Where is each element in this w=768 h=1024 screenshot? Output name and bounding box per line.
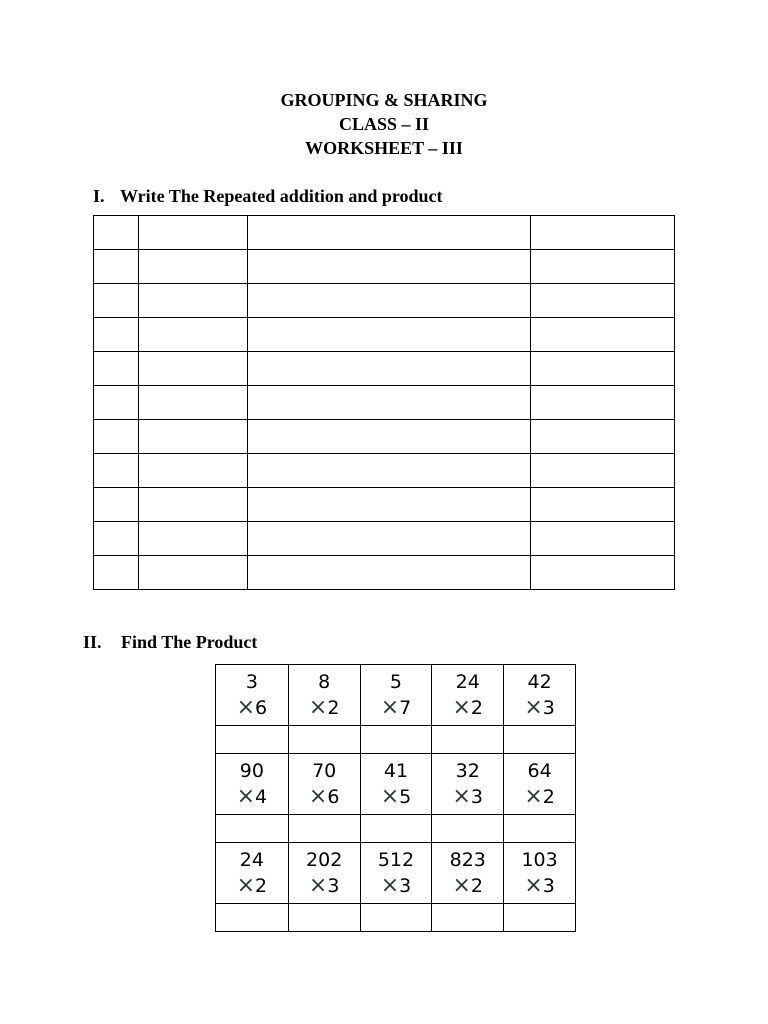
multiplicand: 512 xyxy=(377,849,415,871)
multiplier: 6 xyxy=(327,786,340,808)
answer-cell[interactable] xyxy=(94,488,139,522)
table-row xyxy=(94,386,675,420)
worksheet-number: WORKSHEET – III xyxy=(305,138,463,158)
multiplicand: 24 xyxy=(239,849,264,871)
answer-cell[interactable] xyxy=(247,454,531,488)
answer-cell[interactable] xyxy=(432,904,504,932)
multiplier: 2 xyxy=(470,875,484,897)
multiply-icon: × xyxy=(236,784,256,809)
multiply-icon: × xyxy=(236,695,256,720)
section-2-number: II. xyxy=(83,632,102,652)
answer-cell[interactable] xyxy=(531,216,675,250)
answer-cell[interactable] xyxy=(531,454,675,488)
multiplicand: 64 xyxy=(527,760,552,782)
answer-cell[interactable] xyxy=(94,556,139,590)
table-row xyxy=(94,420,675,454)
answer-cell[interactable] xyxy=(531,250,675,284)
answer-cell[interactable] xyxy=(94,284,139,318)
answer-cell[interactable] xyxy=(247,216,531,250)
multiplier-line xyxy=(289,872,360,900)
multiplier: 3 xyxy=(327,875,340,897)
answer-cell[interactable] xyxy=(216,726,289,754)
problem-cell xyxy=(216,665,289,726)
multiply-icon: × xyxy=(308,873,328,898)
multiply-icon: × xyxy=(524,784,543,809)
problem-cell xyxy=(504,843,576,904)
multiplier-line xyxy=(504,783,575,811)
multiply-icon: × xyxy=(452,873,471,898)
multiplicand: 42 xyxy=(527,671,552,693)
answer-cell[interactable] xyxy=(504,904,576,932)
multiplier: 3 xyxy=(399,875,412,897)
multiplier: 7 xyxy=(399,697,412,719)
answer-cell[interactable] xyxy=(247,488,531,522)
multiplicand: 8 xyxy=(318,671,331,693)
multiplier-line xyxy=(216,783,288,811)
answer-cell[interactable] xyxy=(138,284,247,318)
answer-cell[interactable] xyxy=(94,318,139,352)
answer-cell[interactable] xyxy=(216,815,289,843)
answer-cell[interactable] xyxy=(531,420,675,454)
answer-cell[interactable] xyxy=(531,318,675,352)
table-row xyxy=(94,488,675,522)
problem-cell xyxy=(288,754,360,815)
answer-cell[interactable] xyxy=(138,352,247,386)
problem-cell xyxy=(432,665,504,726)
answer-cell[interactable] xyxy=(531,522,675,556)
multiplier: 2 xyxy=(327,697,340,719)
multiplicand: 32 xyxy=(455,760,480,782)
multiplier: 2 xyxy=(470,697,484,719)
multiplier-line xyxy=(432,872,503,900)
worksheet-title: GROUPING & SHARING xyxy=(280,90,488,110)
answer-cell[interactable] xyxy=(247,386,531,420)
multiplier: 5 xyxy=(399,786,412,808)
answer-cell[interactable] xyxy=(360,815,432,843)
multiplier: 2 xyxy=(255,875,268,897)
answer-cell[interactable] xyxy=(94,250,139,284)
multiply-icon: × xyxy=(308,695,328,720)
multiplier: 3 xyxy=(542,697,555,719)
answer-cell[interactable] xyxy=(138,386,247,420)
multiplicand: 3 xyxy=(245,671,258,693)
multiplier-line xyxy=(504,694,575,722)
multiplier-line xyxy=(361,872,432,900)
table-row xyxy=(94,522,675,556)
multiply-icon: × xyxy=(380,784,400,809)
table-row xyxy=(94,216,675,250)
table-row xyxy=(94,454,675,488)
section-2-title: Find The Product xyxy=(121,632,258,652)
section-1-heading xyxy=(93,185,443,207)
answer-cell[interactable] xyxy=(504,815,576,843)
multiply-icon: × xyxy=(308,784,328,809)
answer-cell[interactable] xyxy=(216,904,289,932)
multiplier: 4 xyxy=(255,786,268,808)
problem-cell xyxy=(432,843,504,904)
multiplier-line xyxy=(361,694,432,722)
section-1-title: Write The Repeated addition and product xyxy=(120,186,443,206)
answer-cell[interactable] xyxy=(432,815,504,843)
answer-cell[interactable] xyxy=(531,386,675,420)
answer-cell[interactable] xyxy=(247,284,531,318)
multiplicand: 823 xyxy=(449,849,486,871)
multiplier-line xyxy=(432,694,503,722)
answer-cell[interactable] xyxy=(432,726,504,754)
problem-row xyxy=(216,843,576,904)
answer-cell[interactable] xyxy=(94,454,139,488)
problem-row xyxy=(216,754,576,815)
answer-cell[interactable] xyxy=(94,420,139,454)
answer-cell[interactable] xyxy=(504,726,576,754)
answer-cell[interactable] xyxy=(360,726,432,754)
multiplicand: 41 xyxy=(383,760,409,782)
table-row xyxy=(94,284,675,318)
repeated-addition-table xyxy=(93,215,675,590)
multiplier: 3 xyxy=(542,875,555,897)
answer-cell[interactable] xyxy=(247,420,531,454)
section-1-number: I. xyxy=(93,186,105,206)
table-row xyxy=(94,352,675,386)
table-row xyxy=(94,318,675,352)
multiply-icon: × xyxy=(380,873,400,898)
problem-cell xyxy=(360,665,432,726)
multiplicand: 24 xyxy=(455,671,480,693)
multiplier-line xyxy=(289,783,360,811)
product-table xyxy=(215,664,576,932)
section-2-heading xyxy=(83,631,257,653)
multiplicand: 90 xyxy=(239,760,264,782)
multiplier-line xyxy=(504,872,575,900)
multiply-icon: × xyxy=(524,695,543,720)
problem-cell xyxy=(288,665,360,726)
problem-row xyxy=(216,665,576,726)
multiplier: 2 xyxy=(542,786,555,808)
multiplicand: 70 xyxy=(312,760,337,782)
answer-cell[interactable] xyxy=(138,250,247,284)
answer-row xyxy=(216,815,576,843)
multiplier-line xyxy=(216,694,288,722)
problem-cell xyxy=(360,754,432,815)
multiplier: 6 xyxy=(255,697,268,719)
answer-row xyxy=(216,726,576,754)
answer-cell[interactable] xyxy=(531,488,675,522)
problem-cell xyxy=(504,665,576,726)
answer-cell[interactable] xyxy=(94,352,139,386)
multiplier-line xyxy=(361,783,432,811)
answer-cell[interactable] xyxy=(531,352,675,386)
multiplier-line xyxy=(216,872,288,900)
answer-cell[interactable] xyxy=(247,318,531,352)
class-label: CLASS – II xyxy=(338,114,430,134)
answer-cell[interactable] xyxy=(247,352,531,386)
answer-cell[interactable] xyxy=(288,904,360,932)
answer-cell[interactable] xyxy=(247,556,531,590)
answer-cell[interactable] xyxy=(247,522,531,556)
multiply-icon: × xyxy=(524,873,543,898)
problem-cell xyxy=(216,843,289,904)
multiplier-line xyxy=(289,694,360,722)
multiplier-line xyxy=(432,783,503,811)
answer-cell[interactable] xyxy=(94,522,139,556)
answer-row xyxy=(216,904,576,932)
answer-cell[interactable] xyxy=(94,216,139,250)
answer-cell[interactable] xyxy=(360,904,432,932)
multiply-icon: × xyxy=(452,695,471,720)
multiplicand: 5 xyxy=(389,671,402,693)
answer-cell[interactable] xyxy=(531,284,675,318)
answer-cell[interactable] xyxy=(138,556,247,590)
answer-cell[interactable] xyxy=(138,318,247,352)
multiplier: 3 xyxy=(470,786,484,808)
answer-cell[interactable] xyxy=(288,726,360,754)
problem-cell xyxy=(216,754,289,815)
answer-cell[interactable] xyxy=(94,386,139,420)
answer-cell[interactable] xyxy=(247,250,531,284)
answer-cell[interactable] xyxy=(138,488,247,522)
multiply-icon: × xyxy=(452,784,471,809)
multiplicand: 103 xyxy=(521,849,558,871)
answer-cell[interactable] xyxy=(138,454,247,488)
table-row xyxy=(94,250,675,284)
table-row xyxy=(94,556,675,590)
answer-cell[interactable] xyxy=(531,556,675,590)
multiplicand: 202 xyxy=(306,849,343,871)
problem-cell xyxy=(432,754,504,815)
answer-cell[interactable] xyxy=(138,522,247,556)
answer-cell[interactable] xyxy=(288,815,360,843)
answer-cell[interactable] xyxy=(138,420,247,454)
multiply-icon: × xyxy=(236,873,256,898)
problem-cell xyxy=(504,754,576,815)
problem-cell xyxy=(360,843,432,904)
problem-cell xyxy=(288,843,360,904)
multiply-icon: × xyxy=(380,695,400,720)
answer-cell[interactable] xyxy=(138,216,247,250)
